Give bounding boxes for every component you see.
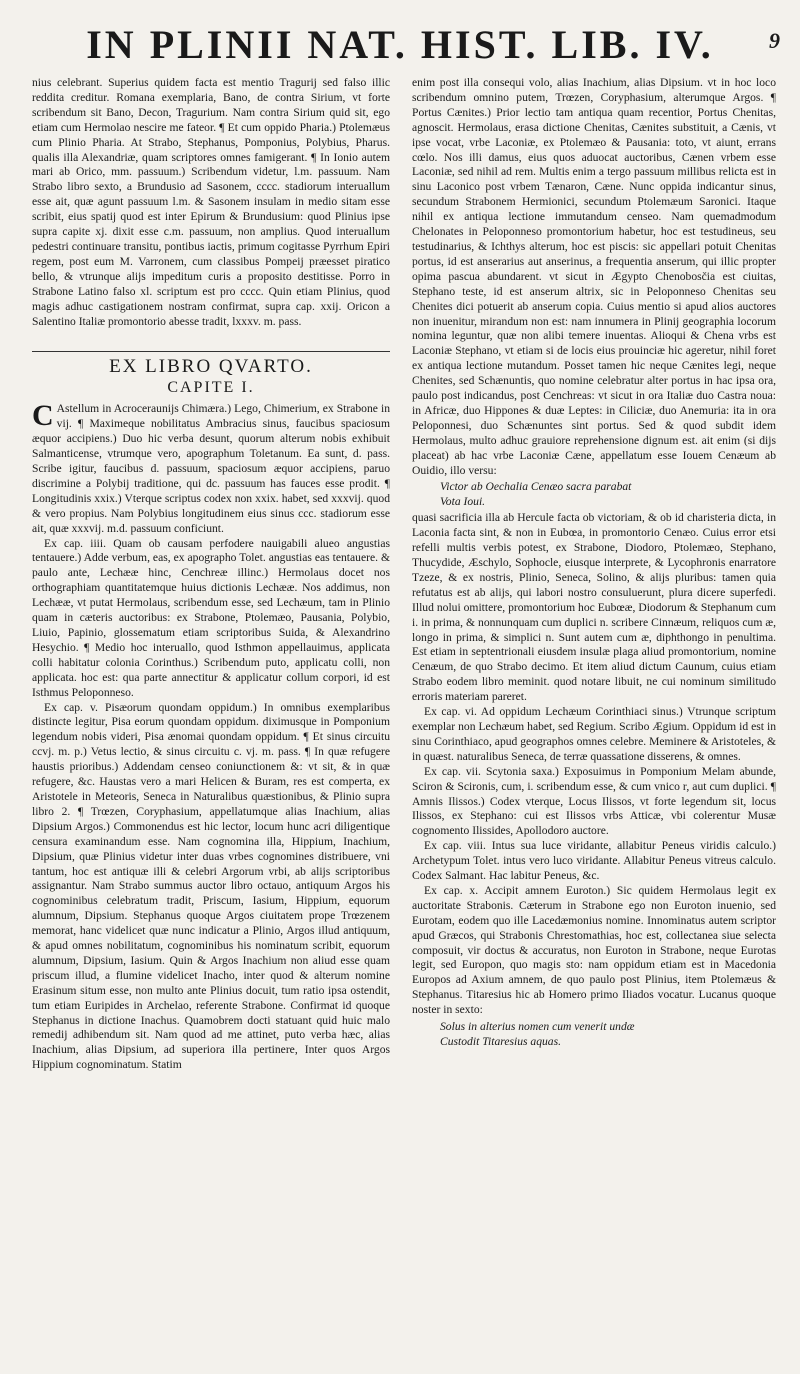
verse-line: Vota Ioui. (440, 494, 486, 508)
right-paragraph-1: enim post illa consequi volo, alias Inachium, alias Dipsium. vt in hoc loco scribendum omnino putem, Trœzen, Coryphasium, alterumque Argos. ¶ Portus Cænites.) Prior lectio tam antiqua quam recentior, Portus Chenitas, agnoscit. Hermolaus, erasa dictione Chenitas, Cænites substituit, a Cænis, vt ipse vocat, vrbe Laconiæ, ex Ptolemæo & Pausania: toto, vt aiunt, errans cœlo. Nos illi damus, eius quos aduocat auctoribus, Cænen vrbem esse Laconiæ, sed nihil ad rem. Multis enim a tergo passuum millibus relicta est in sinu Laconico post vrbem Tænaron, Cæne. Nunc oppida indicantur sinus, secundum Strabonem Hermionici, secundum Ptolemæum Saronici. Itaque nihil ex antiqua lectione immutandum censeo. Nam quemadmodum Chelonates in Peloponneso promontorium habetur, hoc est testudineus, seu testudinarius, & Ichthys alterum, hoc est piscis: sic appellari potuit Chenitas portus, id est anserarius aut anserinus, a frequentia anserum, qui illic propter opima pascua abundarent. vt sicut in Ægypto Chenobosčia est ciuitas, Stephano teste, id est anserum altrix, sic in Peloponneso Chenitas seu Chenites dici potuerit ab anserum copia. Cuius mentio si apud alios auctores non inuenitur, mirandum non est: nam innumera in Plinij geographia locorum nomina leguntur, quæ non alibi temere inuentas. Alioqui & Chena vrbs est Laconiæ Stephano, vt etiam si de locis eius prouinciæ hic ageretur, nihil foret ex antiqua lectione mutandum. Posset tamen hic neque Cænites legi, neque Chenites, sed Schænuntis, quo nomine celebratur alter portus in hac ipsa ora, paulo post indicandus, post Cenchreas: vt sicut in ora Italiæ duo Castra noua: in Africæ, duo Hippones & duæ Leptes: in Ciliciæ, duo Anemuria: ita in ora Peloponnesi, duo Schænuntes sint portus. Sed & quod subdit idem Hermolaus, multo adhuc grauiore reprehensione dignum est. ait enim (si dijs placeat) ab hac vrbe Laconiæ Cæne, appellatum esse Iouem Cenæum ab Ouidio, illo versu: (412, 76, 776, 477)
right-paragraph-3: Ex cap. vi. Ad oppidum Lechæum Corinthiaci sinus.) Vtrunque scriptum exemplar non Lechæum habet, sed Regium. Scribo Ægium. Oppidum id est in sinu Corinthiaco, apud geographos omnes celebre. Meminere & Aristoteles, & in quæst. naturalibus Seneca, de terræ quassatione disserens, & omnes. (412, 705, 776, 763)
verse-quote-ovid (440, 480, 776, 509)
left-column (32, 76, 390, 1366)
left-paragraph-2-text: Astellum in Acroceraunijs Chimæra.) Lego, Chimerium, ex Strabone in vij. ¶ Maximeque nobilitatus Ambracius sinus, faucibus spaciosum æquor accipiens.) Duo hic verba desunt, quorum alterum nobis exhibuit Salmanticense, vtrumque vero, apographum Toletanum. Ea sunt, d. pass. Scribe igitur, faucibus d. passuum, spaciosum æquor accipiens, paruo discrimine a Polybij traditione, qui dc. passuum has fauces esse prodit. ¶ Longitudinis xxix.) Vterque scriptus codex non xxix. habet, sed xxxvij. quod & vero propius. Nam Polybius longitudinem eius sinus ccc. stadiorum esse ait, quæ xxxvij. m.d. passuum conficiunt. (32, 402, 390, 535)
verse-quote-lucan (440, 1020, 776, 1049)
right-paragraph-6: Ex cap. x. Accipit amnem Euroton.) Sic quidem Hermolaus legit ex auctoritate Strabonis. Cæterum in Strabone ego non Euroton inuenio, sed Eurotam, eodem quo ille Lacedæmonius nomine. Innominatus autem scriptor apud Græcos, qui Strabonis Chrestomathias, hoc est, collectanea siue selecta composuit, vir doctus & accuratus, non Euroton in Strabone, neque Eurotas legit, sed Europon, quo magis sto: nam oppidum etiam est in Macedonia Europos ad Axium amnem, de quo paulo post Plinius, item Ptolemæus & Stephanus. Titaresius hic ab Homero primo Iliados vocatur. Lucanus quoque noster in sexto: (412, 883, 776, 1017)
left-paragraph-3: Ex cap. iiii. Quam ob causam perfodere nauigabili alueo angustias tentauere.) Adde verbum, eas, ex apographo Tolet. angustias eas tentauere. & paulo ante, Lechææ hinc, Cenchreæ illinc.) Hermolaus docet nos orthographiam quantitatemque huius dictionis Lechææ. Nos addimus, non Lechææ, vt putat Hermolaus, scribendum esse, sed Lechæum, tam in Plinio quam in cæteris auctoribus: ex Strabone, Ptolemæo, Pausania, Polybio, Liuio, Papinio, glossematum etiam scriptoribus Suida, & Alexandrino Hesychio. ¶ Medio hoc interuallo, quod Isthmon appellauimus, applicata colli habitatur colonia Corinthus.) Scribendum puto, applicatu colli, non applicata. hoc est: qua parte annectitur & applicatur collum corpori, id est Isthmus Peloponneso. (32, 536, 390, 699)
section-title: EX LIBRO QVARTO. (109, 356, 313, 378)
section-subtitle: CAPITE I. (167, 379, 255, 397)
page-number: 9 (769, 28, 780, 53)
right-paragraph-5: Ex cap. viii. Intus sua luce viridante, allabitur Peneus viridis calculo.) Archetypum Tolet. intus vero luco viridante. Allabitur Peneus vitreus calculo. Codex Salmant. Hac labitur Peneus, &c. (412, 839, 776, 883)
verse-line: Victor ab Oechalia Cenæo sacra parabat (440, 480, 632, 494)
right-paragraph-4: Ex cap. vii. Scytonia saxa.) Exposuimus in Pomponium Melam abunde, Sciron & Scironis, cum, i. scribendum esse, & cum vnico r, aut cum duplici. ¶ Amnis Ilissos.) Codex vterque, Locus Ilissos, vt forte legendum sit, locus Ilissos, ex Stephano: cui est Ilissos vrbs Atticæ, vbi colerentur Musæ cognomento Ilissides, Apollodoro auctore. (412, 764, 776, 838)
running-header (0, 22, 800, 70)
section-heading (32, 351, 390, 398)
right-paragraph-2: quasi sacrificia illa ab Hercule facta ob victoriam, & ob id charisteria dicta, in Laconia facta sint, & non in Eubœa, in promontorio Cenæo. Cuius error etsi refelli multis verbis potest, ex Strabone, Diodoro, Ptolemæo, Stephano, Thucydide, Æschylo, Sophocle, eiusque interprete, & Lycophronis enarratore Tzeze, & ex nostris, Plinio, Seneca, Solino, & alijs pluribus: tamen quia refutatus est ab alijs, qui labori nostro consuluerunt, plura dicere superfedi. Illud nolui omittere, promontorium hoc Eubœæ, Diodorum & Stephanum cum i. in prima, & nonnunquam cum duplici n. scribere Cinnæum, reliquos cum æ, longo in prima, & simplici n. Sunt autem cum æ, diphthongo in penultima. Est etiam in septentrionali eiusdem insulæ plaga aliud promontorium, nomine Cenæum, de quo Strabo decimo. Et item aliud dictum Caunum, cuius etiam Strabo eodem libro meminit. quod notare libuit, ne cui nominum similitudo erroris materiam pareret. (412, 511, 776, 704)
drop-cap: C (32, 399, 54, 433)
left-paragraph-1: nius celebrant. Superius quidem facta est mentio Tragurij sed falso illic reddita creditur. Romana exemplaria, Bano, de contra Sirium, vt forte scribendum sit Bano, Decon, Tragurium. Nam contra Sirium quid sit, ego etiam cum Hermolao nescire me fateor. ¶ Et cum oppido Pharia.) Ptolemæus cum Plinio Pharia. At Strabo, Stephanus, Pomponius, Polybius, Pharus. qualis illa Alexandriæ, quam scriptores omnes famigerant. ¶ In Ionio autem mari ab Orico, mm. passuum.) Scribendum videtur, l.m. passuum. Nam Strabo libro sexto, a Brundusio ad Sasonem, cccc. stadiorum interuallum esse ait, quæ agunt passuum l.m. & Sasonem insulam in medio sitam esse scribit, eius spatij quod est inter Epirum & Brundusium: quod Plinius ipse supra capite xj. dixit esse c.m. passuum, non amplius. Quod interuallum pedestri continuare transitu, pontibus iactis, primum cogitasse Pyrrhum Epiri regem, post eum M. Varronem, cum classibus Pompeij præesset piratico bello, & vtrunque alijs impeditum curis a proposito destitisse. Porro in Strabone Latino falso xl. scriptum est pro cccc. Quin etiam Plinius, quod magis adhuc castigationem nostram confirmat, supra cap. xxij. Oricon a Salentino Italiæ promontorio abesse tradit, lxxxv. m. pass. (32, 76, 390, 328)
right-column (412, 76, 776, 1366)
left-paragraph-4: Ex cap. v. Pisæorum quondam oppidum.) In omnibus exemplaribus distincte legitur, Pisa eorum quondam oppidum. diximusque in Pomponium legendum nobis videri, Pisa ænomai quondam oppidum. ¶ Et sinus circuitu ccvj. m. p.) Vetus lectio, & sinus circuitu c. vj. m. pass. ¶ In quæ refugere haustis prioribus.) Addendam censeo coniunctionem &: vt sit, & in quæ refugere, &c. Haustas vero a mari Helicen & Buram, res est comperta, ex Aristotele in Meteoris, Seneca in Naturalibus quæstionibus, & Plinio supra libro 2. ¶ Trœzen, Coryphasium, appellatumque alias Inachium, alias Dipsium Argos.) Commonendus est hic lector, locum hunc acri diligentique censura examinandum esse. Nam cognomina illa, Hippium, Inachium, Dipsium, quæ Plinius videtur inter duas vrbes cognomines distribuere, vni tantum, hoc est antiquæ illi & celebri Argorum vrbi, ab alijs scriptoribus assignantur. Nam Strabo summus auctor libro octauo, antiquum Argos his cognominibus celebratum tradit, Priscum, Iasium, Hippium, equorum alumnum, Dipsium. Stephanus quoque Argos ciuitatem prope Trœzenem memorat, hanc videlicet quæ nunc indicatur a Plinio, Argos illud antiquum, & apud omnes nobilitatum, cognominibus his nominatum scribit, equorum alumnum, Dipsium, Iasium. Quin & Argos Inachium non aliud esse quam priscum illud, a flumine videlicet Inacho, inter quod & alterum nomine Erasinum situm esse, non multo ante Plinius docuit, tum ratio ipsa ostendit, tum etiam Euripides in Archelao, referente Strabone. Confirmat id quoque Stephanus in dictione Inachus. Quamobrem docti statuant quid huic malo remedij adhibendum sit. Nam quod ad me attinet, puto verba hæc, alias Inachium, alias Dipsium, ad superiora illa pertinere, Inter quos Argos Hippium cognominatum. Statim (32, 700, 390, 1072)
verse-line: Custodit Titaresius aquas. (440, 1034, 562, 1048)
left-paragraph-2 (32, 399, 390, 536)
verse-line: Solus in alterius nomen cum venerit undæ (440, 1020, 635, 1034)
running-title: IN PLINII NAT. HIST. LIB. IV. (86, 22, 714, 67)
